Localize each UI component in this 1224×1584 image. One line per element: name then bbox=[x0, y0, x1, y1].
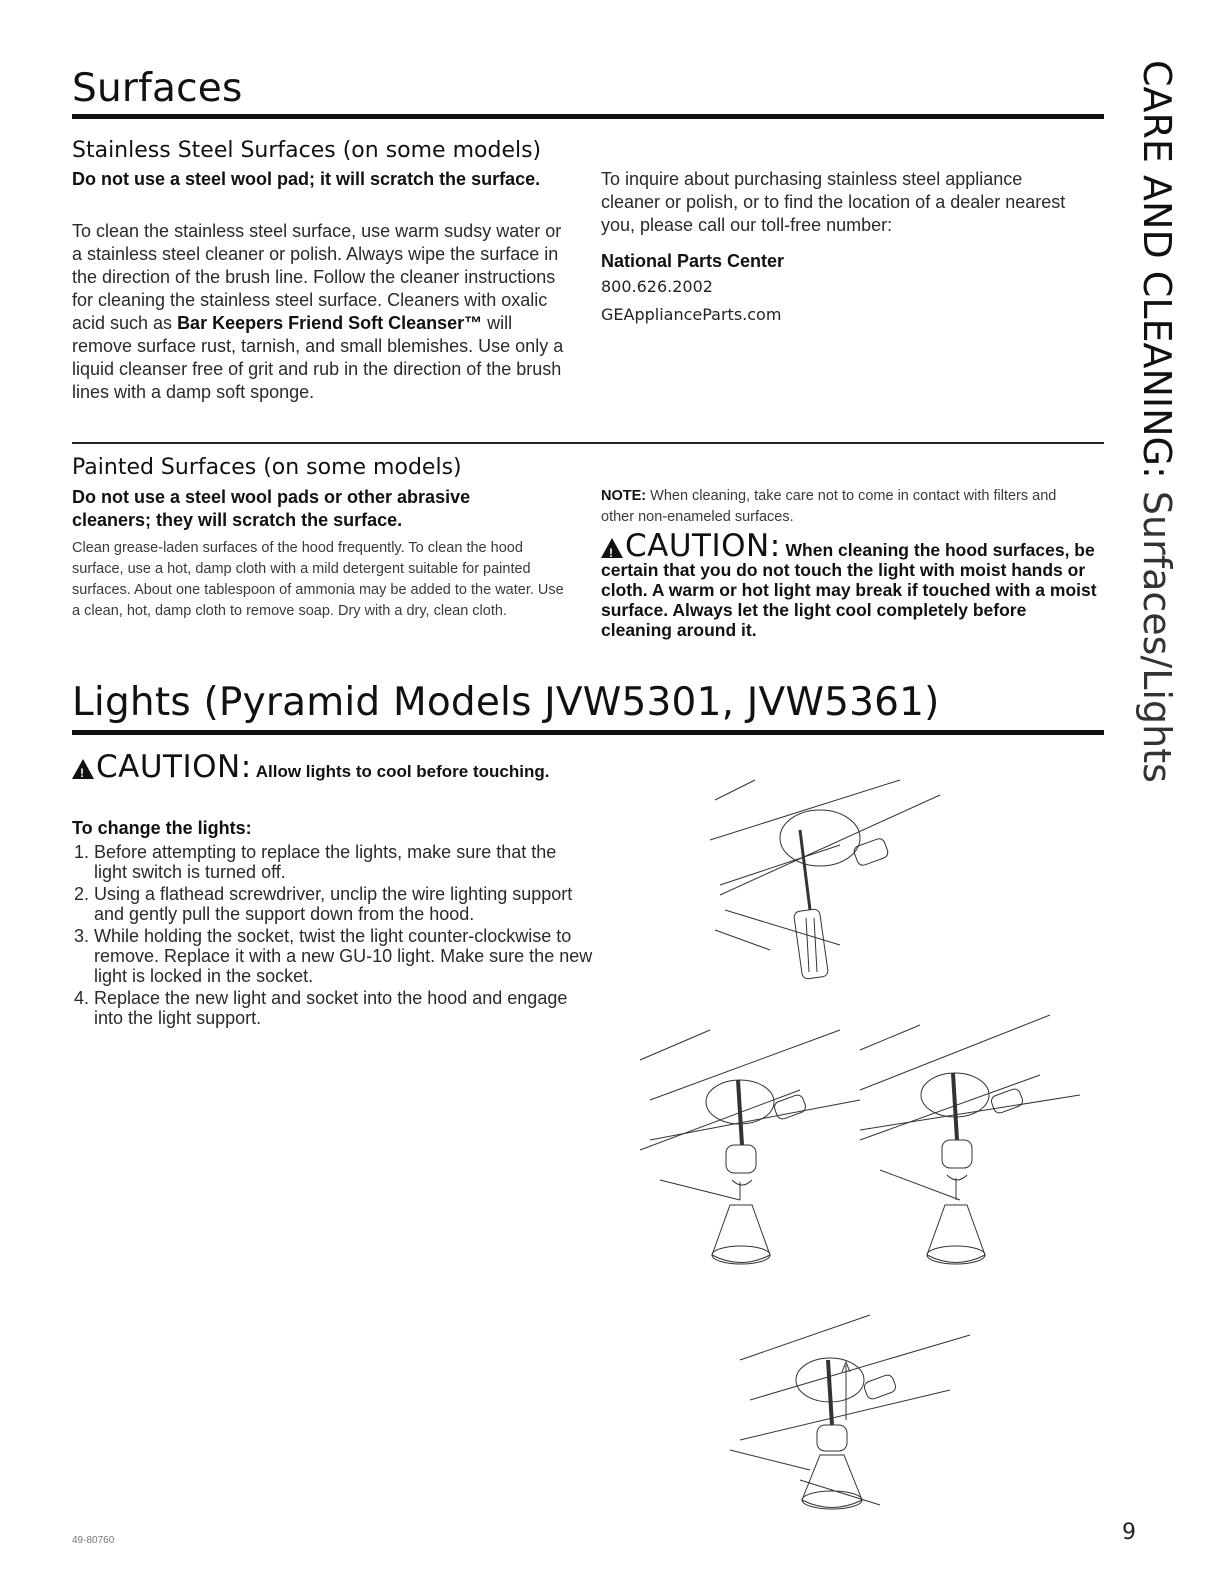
surfaces-title: Surfaces bbox=[72, 66, 243, 111]
painted-body: Clean grease-laden surfaces of the hood frequently. To clean the hood surface, use a hot, damp cloth with a mild detergent suitable for painted surfaces. About one tablespoon of ammonia may be added to the water. Use a clean, hot, damp cloth to remove soap. Dry with a dry, clean cloth. bbox=[72, 540, 564, 619]
lights-caution bbox=[72, 749, 552, 785]
note-label: NOTE: bbox=[601, 488, 647, 504]
lights-subheading: To change the lights: bbox=[72, 818, 252, 838]
caution-word: CAUTION: bbox=[625, 528, 781, 564]
lights-title-rule bbox=[72, 730, 1104, 735]
stainless-warning: Do not use a steel wool pad; it will scratch the surface. bbox=[72, 169, 541, 189]
sidebar-section-title bbox=[1117, 60, 1187, 783]
painted-warning: Do not use a steel wool pads or other abrasive cleaners; they will scratch the surface. bbox=[72, 487, 471, 530]
stainless-body-part-1: To clean the stainless steel surface, use warm sudsy water or a stainless steel cleaner or polish. Always wipe the surface in the direction of the brush line. Follow the cleaner instructions for cleaning the stainless steel surface. Cleaners with oxalic acid such as bbox=[72, 221, 562, 333]
lights-caution-text: Allow lights to cool before touching. bbox=[251, 762, 550, 781]
sidebar-topic: Surfaces/Lights bbox=[1135, 478, 1179, 783]
stainless-heading: Stainless Steel Surfaces (on some models) bbox=[72, 138, 542, 163]
caution-text: When cleaning the hood surfaces, be certain that you do not touch the light with moist hands or cloth. A warm or hot light may break if touched with a moist surface. Always let the light cool completely before cleaning around it. bbox=[601, 540, 1097, 640]
stainless-body bbox=[72, 220, 574, 404]
step-item: 3. While holding the socket, twist the light counter-clockwise to remove. Replace it with a new GU-10 light. Make sure the new light is locked in the socket. bbox=[94, 926, 594, 986]
lights-caution-word: CAUTION: bbox=[96, 749, 252, 785]
page-number: 9 bbox=[1122, 1520, 1136, 1545]
surfaces-title-rule bbox=[72, 114, 1104, 119]
doc-number: 49-80760 bbox=[72, 1535, 115, 1546]
step-item: 1. Before attempting to replace the lights, make sure that the light switch is turned off. bbox=[94, 842, 594, 882]
steps-list bbox=[72, 842, 594, 1030]
section-divider bbox=[72, 442, 1104, 444]
screwdriver-figure bbox=[710, 780, 940, 979]
note-text: When cleaning, take care not to come in contact with filters and other non-enameled surfaces. bbox=[601, 488, 1057, 525]
lights-title: Lights (Pyramid Models JVW5301, JVW5361) bbox=[72, 680, 940, 725]
painted-caution bbox=[601, 528, 1101, 640]
warning-triangle-icon bbox=[601, 538, 623, 558]
twist-light-figure-left bbox=[640, 1030, 860, 1264]
sidebar-section: CARE AND CLEANING: bbox=[1135, 60, 1179, 479]
parts-center-phone: 800.626.2002 bbox=[601, 277, 713, 296]
stainless-inquire: To inquire about purchasing stainless steel appliance cleaner or polish, or to find the location of a dealer nearest you, please call our toll-free number: bbox=[601, 169, 1066, 235]
step-item: 4. Replace the new light and socket into the hood and engage into the light support. bbox=[94, 988, 594, 1028]
stainless-body-part-2: will remove surface rust, tarnish, and small blemishes. Use only a liquid cleanser free of grit and rub in the direction of the brush lines with a damp soft sponge. bbox=[72, 313, 564, 402]
painted-note bbox=[601, 486, 1087, 528]
parts-center-name: National Parts Center bbox=[601, 251, 785, 271]
painted-heading: Painted Surfaces (on some models) bbox=[72, 455, 462, 480]
step-item: 2. Using a flathead screwdriver, unclip the wire lighting support and gently pull the support down from the hood. bbox=[94, 884, 594, 924]
twist-light-figure-right bbox=[860, 1015, 1080, 1264]
stainless-brand: Bar Keepers Friend Soft Cleanser™ bbox=[177, 313, 483, 333]
warning-triangle-icon bbox=[72, 759, 94, 779]
light-replacement-illustrations bbox=[620, 760, 1100, 1520]
reinstall-light-figure bbox=[730, 1315, 970, 1509]
parts-center-website[interactable]: GEApplianceParts.com bbox=[601, 305, 782, 324]
